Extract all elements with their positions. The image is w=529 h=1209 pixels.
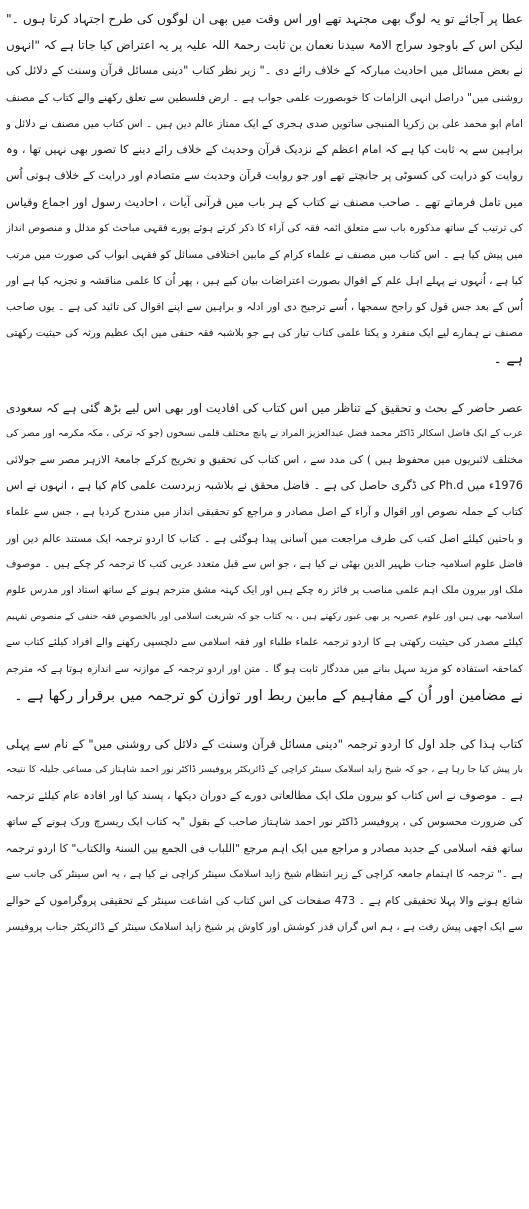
text-line: بار پیش کیا جا رہا ہے ، جو کہ شیخ زاید اسلامک سینٹر کراچی کے ڈائریکٹر پروفیسر ڈاکٹر نور احمد شاہتاز کی مساعی جلیلہ کا نتیجہ [6, 764, 523, 776]
text-line: ملک اور بیرون ملک اہم علمی مناصب پر فائز رہ چکے ہیں اور ایک کہنہ مشق مترجم ہونے کے ساتھ استاد اور مدرس علوم [6, 584, 523, 596]
text-line: و باحثین کیلئے اصل کتب کی طرف مراجعت میں آسانی پیدا ہوگئی ہے ۔ کتاب کا اردو ترجمہ ایک مستند عالم دین اور [6, 532, 523, 545]
text-line: اسلامیہ بھی ہیں اور علوم عصریہ پر بھی عبور رکھتے ہیں ، یہ کتاب جو کہ شریعت اسلامی اور بالخصوص فقہ حنفی کے منصوص تفہیم [6, 612, 523, 623]
text-line: ہے ۔ [493, 351, 523, 368]
paragraph-2 [6, 395, 523, 709]
text-line: ہے ۔" ترجمہ کا اہتمام جامعہ کراچی کے زیر انتظام شیخ زاید اسلامک سینٹر کراچی نے کیا ہے ، یہ اس سینٹر کی جانب سے [6, 868, 523, 880]
text-line: امام ابو محمد علی بن زکریا المنبجی ساتویں صدی ہجری کے ایک ممتاز عالم دین ہیں ۔ اس کتاب میں مصنف نے دلائل و [6, 117, 523, 130]
text-line: مختلف لائبریوں میں محفوظ ہیں ) کی مدد سے ، اس کتاب کی تحقیق و تخریج کرکے جامعۃ الازہر مصر سے جولائی [6, 453, 523, 466]
text-line: کی ضرورت محسوس کی ، پروفیسر ڈاکٹر نور احمد شاہتاز صاحب کے بقول "یہ کتاب ایک ریسرچ ورک ہونے کے ساتھ [6, 816, 523, 829]
text-line: کتاب ہذا کی جلد اول کا اردو ترجمہ "دینی مسائل قرآن وسنت کے دلائل کی روشنی میں" کے نام سے پہلی [6, 736, 523, 751]
text-line: مصنف نے ہمارے لیے ایک منفرد و یکتا علمی کتاب تیار کی ہے جو بلاشبہ فقہ حنفی میں ایک عظیم ورثہ کی حیثیت رکھتی [6, 327, 523, 340]
text-line: سے ایک اچھی پیش رفت ہے ، ہم اس گراں قدر کوشش اور کاوش پر شیخ زاید اسلامک سینٹر کے ڈائریکٹر جناب پروفیسر [6, 921, 523, 934]
paragraph-gap [6, 709, 523, 731]
text-line: کی ترتیب کے ساتھ مذکورہ باب سے متعلق ائمہ فقہ کی آراء کا ذکر کرتے ہوئے پورے فقہی مباحث کو مدلل و منصوص انداز [6, 222, 523, 234]
text-line: کیلئے مصدر کی حیثیت رکھتی ہے کا اردو ترجمہ علماء طلباء اور فقہ اسلامی سے دلچسپی رکھنے والے افراد کیلئے کتاب سے [6, 637, 523, 649]
text-line: عصر حاضر کے بحث و تحقیق کے تناظر میں اس کتاب کی افادیت اور بھی اس لیے بڑھ گئی ہے کہ سعودی [6, 400, 523, 415]
paragraph-1 [6, 6, 523, 373]
text-line: 1976ء میں Ph.d کی ڈگری حاصل کی ہے ۔ فاضل محقق نے بلاشبہ زبردست علمی کام کیا ہے ، انہوں نے اس [6, 479, 523, 493]
text-line: فاضل علوم اسلامیہ جناب ظہیر الدین بھٹی نے کیا ہے ، جو اس سے قبل متعدد عربی کتب کا ترجمہ کر چکے ہیں ۔ موصوف [6, 558, 523, 570]
text-line: میں تامل فرماتے تھے ۔ صاحب مصنف نے کتاب کے ہر باب میں قرآنی آیات ، احادیث رسول اور اجماع وقیاس [6, 195, 523, 210]
paragraph-gap [6, 373, 523, 395]
page-content [6, 6, 523, 940]
text-line: عطا پر آجائے تو یہ لوگ بھی مجتہد تھے اور اس وقت میں بھی ان لوگوں کی طرح اجتہاد کرتا ہوں ۔" [6, 12, 523, 26]
text-line: کماحقہ استفادہ کو مزید سہل بنانے میں مددگار ثابت ہو گا ۔ متن اور اردو ترجمہ کے موازنہ سے اندازہ ہوتا ہے کہ مترجم [6, 663, 523, 675]
text-line: روایت کو درایت کی کسوٹی پر جانچتے تھے اور جو روایت قرآن وحدیث سے متصادم اور درایت کے خلاف ہوتی اُس [6, 169, 523, 183]
text-line: عرب کے ایک فاضل اسکالر ڈاکٹر محمد فضل عبدالعزیز المراد نے پانچ مختلف قلمی نسخوں (جو کہ ترکی ، مکہ مکرمہ اور مصر کی [6, 427, 523, 439]
paragraph-3 [6, 731, 523, 941]
text-line: کیا ہے ، اُنہوں نے پہلے اہل علم کے اقوال بصورت اعتراضات بیان کیے ہیں ، پھر اُن کا علمی مناقشہ و تجزیہ کیا ہے اور [6, 274, 523, 287]
text-line: نے بعض مسائل میں احادیث مبارکہ کے خلاف رائے دی ۔" زیر نظر کتاب "دینی مسائل قرآن وسنت کے دلائل کی [6, 64, 523, 78]
text-line: میں پیش کیا ہے ۔ اس کتاب میں مصنف نے علماء کرام کے مابین اختلافی مسائل کو فقہی ابواب کی صورت میں مرتب [6, 248, 523, 261]
text-line: نے مضامین اور اُن کے مفاہیم کے مابین ربط اور توازن کو ترجمہ میں برقرار رکھا ہے ۔ [14, 687, 523, 704]
text-line: براہین سے یہ ثابت کیا ہے کہ امام اعظم کے نزدیک قرآن وحدیث کے خلاف رائے دینے کا تصور بھی نہیں تھا ، وہ [6, 142, 523, 156]
text-line: ساتھ فقہ اسلامی کے جدید مصادر و مراجع میں ایک اہم مرجع "اللباب فی الجمع بین السنۃ والکتاب" کا اردو ترجمہ [6, 841, 523, 855]
text-line: روشنی میں" دراصل انہی الزامات کا خوبصورت علمی جواب ہے ۔ ارض فلسطین سے تعلق رکھنے والے کتاب کے مصنف [6, 91, 523, 104]
text-line: ہے ۔ موصوف نے اس کتاب کو بیرون ملک ایک مطالعاتی دورے کے دوران دیکھا ، پسند کیا اور افادہ عام کیلئے ترجمہ [6, 789, 523, 803]
text-line: کتاب کے جملہ نصوص اور اقوال و آراء کے اصل مصادر و مراجع کو تحقیقی انداز میں مندرج کردیا ہے ، جس سے علماء [6, 506, 523, 519]
text-line: لیکن اس کے باوجود سراج الامۃ سیدنا نعمان بن ثابت رحمۃ اللہ علیہ پر یہ اعتراض کیا جاتا ہے کہ "انہوں [6, 38, 523, 53]
text-line: اُس کے بعد جس قول کو راجح سمجھا ، اُسے ترجیح دی اور ادلہ و براہین سے اپنے اقوال کی تائید کی ہے ۔ یوں صاحب [6, 301, 523, 314]
text-line: شائع ہونے والا پہلا تحقیقی کام ہے ۔ 473 صفحات کی اس کتاب کی اشاعت سینٹر کے تحقیقی پروگراموں کے حوالے [6, 894, 523, 907]
